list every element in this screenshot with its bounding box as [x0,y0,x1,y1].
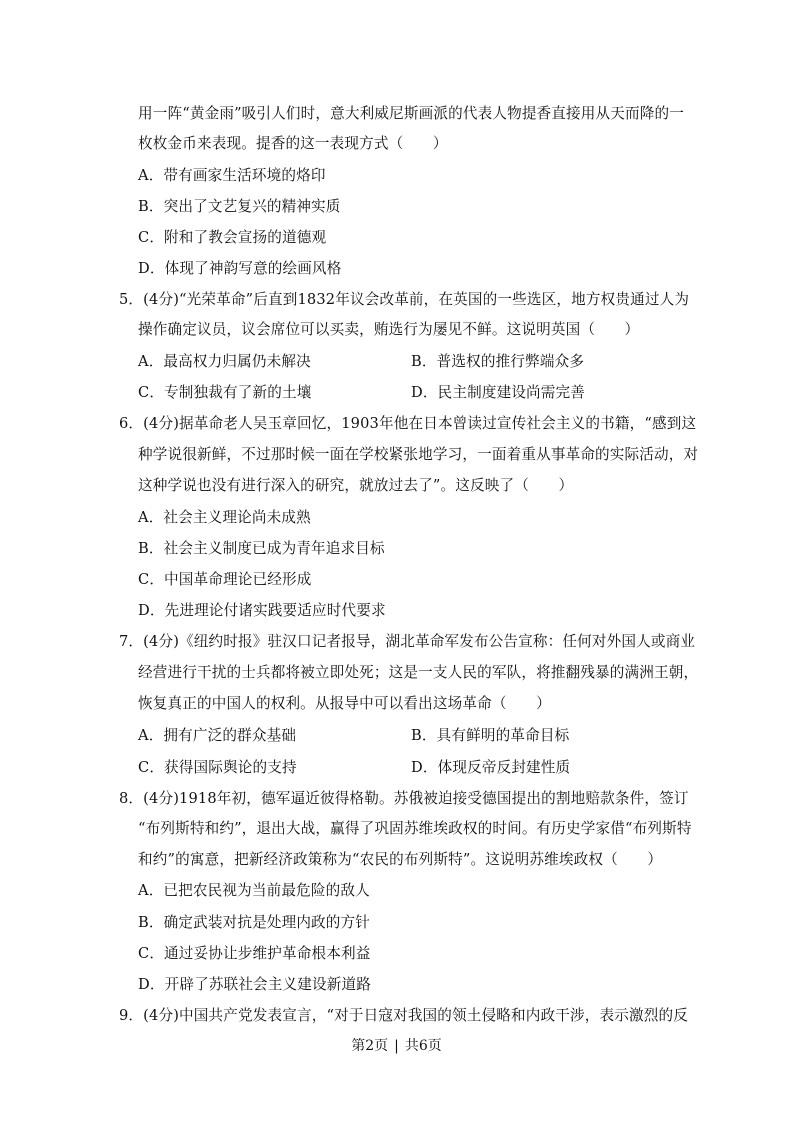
question-5-option-c: C．专制独裁有了新的土壤 [138,384,312,401]
question-4-option-a: A．带有画家生活环境的烙印 [138,167,326,184]
question-8-option-d: D．开辟了苏联社会主义建设新道路 [138,976,372,993]
question-6-stem-line-3: 这种学说也没有进行深入的研究，就放过去了”。这反映了（ ） [138,477,574,494]
question-7-stem-line-3: 恢复真正的中国人的权利。从报导中可以看出这场革命（ ） [138,695,551,712]
question-4-option-d: D．体现了神韵写意的绘画风格 [138,260,342,277]
page-number-current: 第2页 [351,1038,389,1054]
question-7-option-a: A．拥有广泛的群众基础 [138,727,297,744]
question-5-stem-line-2: 操作确定议员，议会席位可以买卖，贿选行为屡见不鲜。这说明英国（ ） [138,321,640,338]
question-8-option-b: B．确定武装对抗是处理内政的方针 [138,914,371,931]
question-7-option-c: C．获得国际舆论的支持 [138,759,297,776]
page-footer [0,1036,793,1056]
question-4-option-c: C．附和了教会宣扬的道德观 [138,229,327,246]
question-8-stem-line-1: 8．(4分)1918年初，德军逼近彼得格勒。苏俄被迫接受德国提出的割地赔款条件，签订 [119,790,689,807]
question-7-option-d: D．体现反帝反封建性质 [411,759,571,776]
question-4-stem-line-1: 用一阵“黄金雨”吸引人们时，意大利威尼斯画派的代表人物提香直接用从天而降的一 [138,105,684,122]
question-6-option-a: A．社会主义理论尚未成熟 [138,509,311,526]
question-6-stem-line-1: 6．(4分)据革命老人吴玉章回忆，1903年他在日本曾读过宣传社会主义的书籍，“感到这 [119,415,697,432]
question-5-option-d: D．民主制度建设尚需完善 [411,384,586,401]
footer-separator: | [394,1038,399,1054]
question-8-option-c: C．通过妥协让步维护革命根本利益 [138,945,371,962]
question-8-option-a: A．已把农民视为当前最危险的敌人 [138,882,370,899]
question-4-option-b: B．突出了文艺复兴的精神实质 [138,198,341,215]
question-6-option-b: B．社会主义制度已成为青年追求目标 [138,540,385,557]
question-5-stem-line-1: 5．(4分)“光荣革命”后直到1832年议会改革前，在英国的一些选区，地方权贵通过人为 [119,291,690,308]
question-6-option-d: D．先进理论付诸实践要适应时代要求 [138,602,386,619]
question-7-stem-line-2: 经营进行干扰的士兵都将被立即处死；这是一支人民的军队，将推翻残暴的满洲王朝， [138,664,699,681]
question-9-stem-line-1: 9．(4分)中国共产党发表宣言，“对于日寇对我国的领土侵略和内政干涉，表示激烈的反 [119,1007,688,1024]
question-6-stem-line-2: 种学说很新鲜，不过那时候一面在学校紧张地学习，一面着重从事革命的实际活动，对 [138,446,699,463]
question-7-option-b: B．具有鲜明的革命目标 [411,727,570,744]
question-5-option-a: A．最高权力归属仍未解决 [138,353,311,370]
question-7-stem-line-1: 7．(4分)《纽约时报》驻汉口记者报导，湖北革命军发布公告宣称：任何对外国人或商业 [119,633,696,650]
question-5-option-b: B．普选权的推行弊端众多 [411,353,585,370]
question-8-stem-line-3: 和约”的寓意，把新经济政策称为“农民的布列斯特”。这说明苏维埃政权（ ） [138,851,663,868]
question-8-stem-line-2: “布列斯特和约”，退出大战，赢得了巩固苏维埃政权的时间。有历史学家借“布列斯特 [138,820,692,837]
question-4-stem-line-2: 枚枚金币来表现。提香的这一表现方式（ ） [138,135,448,152]
question-6-option-c: C．中国革命理论已经形成 [138,571,312,588]
page-number-total: 共6页 [404,1038,442,1054]
